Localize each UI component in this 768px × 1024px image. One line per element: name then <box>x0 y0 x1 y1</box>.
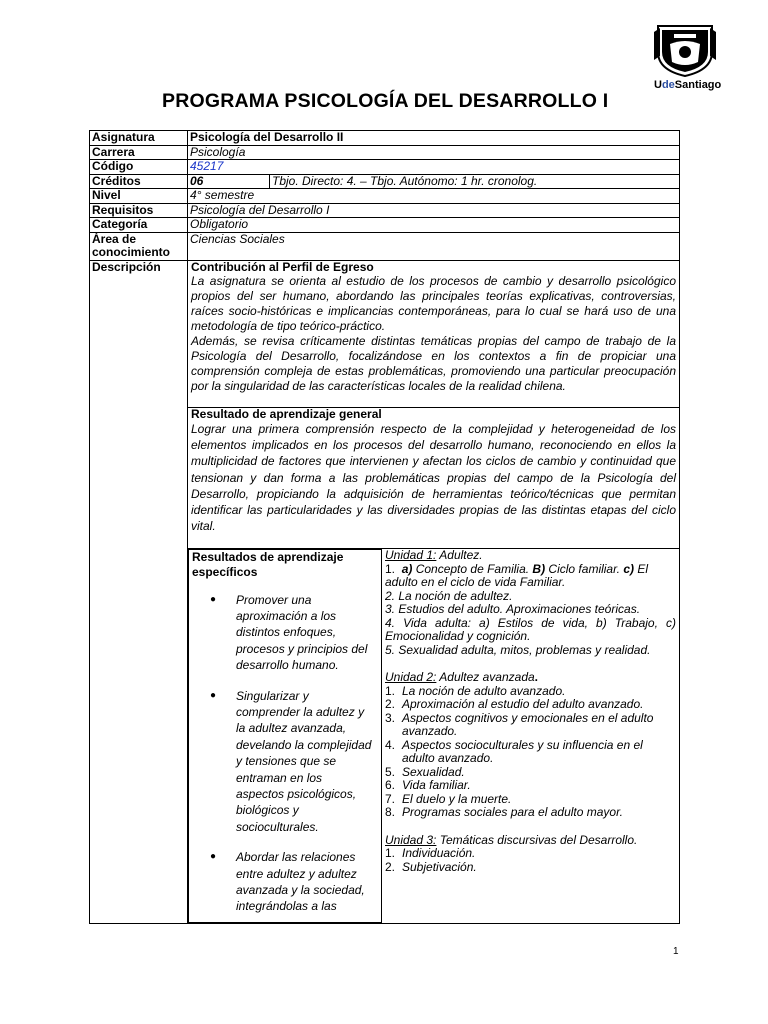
unidad2-item-num: 2. <box>385 697 396 711</box>
unidad2-item-text: Vida familiar. <box>402 778 471 792</box>
general-heading: Resultado de aprendizaje general <box>191 406 382 421</box>
cell-perfil-egreso <box>188 260 680 407</box>
label-asignatura: Asignatura <box>90 131 188 146</box>
unidad2-item-num: 5. <box>385 764 396 779</box>
unidad2-title-dot: . <box>534 670 539 684</box>
label-carrera: Carrera <box>90 145 188 160</box>
value-categoria: Obligatorio <box>188 218 680 233</box>
unidad3-item-num: 2. <box>385 859 396 874</box>
label-requisitos: Requisitos <box>90 203 188 218</box>
program-table <box>89 130 680 924</box>
unidad3-title: Temáticas discursivas del Desarrollo. <box>436 832 638 847</box>
unidad2-item <box>385 685 676 699</box>
unidad2-label: Unidad 2: <box>385 670 437 684</box>
unidad2-item-text: Sexualidad. <box>402 764 465 779</box>
logo-wordmark <box>654 79 720 91</box>
unidad1-label: Unidad 1: <box>385 548 437 562</box>
unidad2-item-text: La noción de adulto avanzado. <box>402 683 566 698</box>
unidad3-item <box>385 861 676 875</box>
row-creditos <box>90 174 680 189</box>
unidad2-item-num: 4. <box>385 737 396 752</box>
row-perfil <box>90 260 680 407</box>
row-requisitos <box>90 203 680 218</box>
label-area <box>90 232 188 260</box>
unidad2-item <box>385 779 676 793</box>
especificos-inner-table <box>188 549 679 923</box>
university-crest-icon <box>654 22 716 78</box>
value-area: Ciencias Sociales <box>188 232 680 260</box>
perfil-text-1: La asignatura se orienta al estudio de los procesos de cambio y desarrollo psicológico propios del ser humano, abordando las principales teorías explicativas, controversias, raíces socio-históricas e implicancias contemporáneas, para lo cual se hará uso de una metodología de tipo teórico-práctico. <box>191 274 676 333</box>
unidad2-item <box>385 698 676 712</box>
page-title: PROGRAMA PSICOLOGÍA DEL DESARROLLO I <box>162 90 609 112</box>
especificos-bullets <box>192 592 378 915</box>
cell-resultados-especificos <box>188 548 680 923</box>
unidad2-title: Adultez avanzada <box>436 670 535 684</box>
unidad1-item1-a-text: Concepto de Familia. <box>412 561 533 576</box>
unidad3-item <box>385 847 676 861</box>
value-asignatura: Psicología del Desarrollo II <box>188 131 680 146</box>
unidad2-item <box>385 806 676 820</box>
unidad1-item2: 2. La noción de adultez. <box>385 588 513 603</box>
unidad1-item1-c: c) <box>623 561 634 576</box>
unidad1 <box>385 549 676 657</box>
unidad2-item-num: 1. <box>385 683 396 698</box>
value-creditos-detalle: Tbjo. Directo: 4. – Tbjo. Autónomo: 1 hr. cronolog. <box>270 174 680 189</box>
row-categoria <box>90 218 680 233</box>
unidad1-title: Adultez. <box>436 548 483 562</box>
label-descripcion: Descripción <box>90 260 188 923</box>
unidad2-item-num: 8. <box>385 805 396 819</box>
label-nivel: Nivel <box>90 189 188 204</box>
unidad2-item-num: 6. <box>385 778 396 792</box>
label-creditos: Créditos <box>90 174 188 189</box>
unidad2-item-text: Aspectos cognitivos y emocionales en el adulto avanzado. <box>402 710 654 738</box>
bullet-dot-icon: ● <box>210 593 217 605</box>
unidad2-item-num: 7. <box>385 791 396 806</box>
unidad2-item <box>385 793 676 807</box>
unidad3-item-num: 1. <box>385 846 396 860</box>
unidad3-item-text: Individuación. <box>402 846 476 860</box>
bullet-dot-icon: ● <box>210 689 217 701</box>
label-codigo: Código <box>90 160 188 175</box>
value-codigo: 45217 <box>188 160 680 175</box>
bullet-item <box>192 592 378 674</box>
unidad1-item1-a: a) <box>401 561 413 576</box>
row-area <box>90 232 680 260</box>
unidad1-item1-b: B) <box>532 561 546 576</box>
logo-letters-de: de <box>661 79 675 91</box>
unidad1-item1-b-text: Ciclo familiar. <box>545 561 624 576</box>
unidad2-item-text: Programas sociales para el adulto mayor. <box>402 805 623 819</box>
label-categoria: Categoría <box>90 218 188 233</box>
row-asignatura <box>90 131 680 146</box>
row-nivel <box>90 189 680 204</box>
row-codigo <box>90 160 680 175</box>
bullet-item <box>192 688 378 836</box>
unidad2 <box>385 671 676 820</box>
unidad1-item1-c-text: El adulto en el ciclo de vida Familiar. <box>385 561 649 589</box>
especificos-left <box>189 549 382 922</box>
cell-resultado-general <box>188 407 680 548</box>
bullet-item <box>192 849 378 915</box>
unidad3-label: Unidad 3: <box>385 832 437 847</box>
unidad2-item <box>385 739 676 766</box>
unidad1-item5: 5. Sexualidad adulta, mitos, problemas y realidad. <box>385 642 651 657</box>
perfil-text-2: Además, se revisa críticamente distintas temáticas propias del campo de trabajo de la Psicología del Desarrollo, focalizándose en los contextos a fin de propiciar una comprensión compleja de estas problemáticas, promoviendo una particular preocupación por la singularidad de las características locales de la realidad chilena. <box>191 334 676 393</box>
bullet-text: Singularizar y comprender la adultez y la adultez avanzada, develando la complejidad y tensiones que se entraman en los aspectos psicológicos, biológicos y socioculturales. <box>236 688 372 834</box>
logo-santiago: Santiago <box>674 79 722 91</box>
perfil-heading: Contribución al Perfil de Egreso <box>191 259 374 274</box>
row-carrera <box>90 145 680 160</box>
unidad1-item4: 4. Vida adulta: a) Estilos de vida, b) Trabajo, c) Emocionalidad y cognición. <box>385 615 676 643</box>
unidad2-item-text: El duelo y la muerte. <box>402 791 512 806</box>
unidad1-item3: 3. Estudios del adulto. Aproximaciones teóricas. <box>385 602 641 616</box>
page-number: 1 <box>673 946 679 957</box>
unidad2-item-num: 3. <box>385 710 396 725</box>
label-area-line1: Área de <box>92 231 137 246</box>
unidad1-item1 <box>385 563 676 590</box>
especificos-right <box>382 549 680 922</box>
value-creditos: 06 <box>188 174 270 189</box>
unidad2-item <box>385 766 676 780</box>
unidad2-item-text: Aproximación al estudio del adulto avanzado. <box>402 697 644 711</box>
unidad3-item-text: Subjetivación. <box>402 859 477 874</box>
bullet-text: Promover una aproximación a los distintos enfoques, procesos y principios del desarrollo humano. <box>236 592 368 673</box>
value-requisitos: Psicología del Desarrollo I <box>188 203 680 218</box>
logo-letter-u: U <box>654 79 662 91</box>
value-nivel: 4° semestre <box>188 189 680 204</box>
unidad1-item1-num: 1. <box>385 561 396 576</box>
value-carrera: Psicología <box>188 145 680 160</box>
bullet-dot-icon: ● <box>210 851 217 863</box>
general-text: Lograr una primera comprensión respecto de la complejidad y heterogeneidad de los elementos implicados en los procesos del desarrollo humano, reconociendo en ellos la multiplicidad de factores que intervienen y afectan los ciclos de cambio y continuidad que tensionan y dan forma a las problemáticas propias del campo de la Psicología del Desarrollo, propiciando la adquisición de herramientas teórico/técnicas que permitan identificar las particularidades y las diversidades propias de las distintas etapas del ciclo vital. <box>191 422 676 534</box>
label-area-line2: conocimiento <box>92 245 171 259</box>
unidad2-item <box>385 712 676 739</box>
especificos-heading: Resultados de aprendizaje específicos <box>192 549 344 579</box>
unidad2-item-text: Aspectos socioculturales y su influencia en el adulto avanzado. <box>402 737 643 765</box>
bullet-text: Abordar las relaciones entre adultez y adultez avanzada y la sociedad, integrándolas a las <box>236 850 365 914</box>
university-logo <box>654 22 720 91</box>
unidad3 <box>385 834 676 875</box>
